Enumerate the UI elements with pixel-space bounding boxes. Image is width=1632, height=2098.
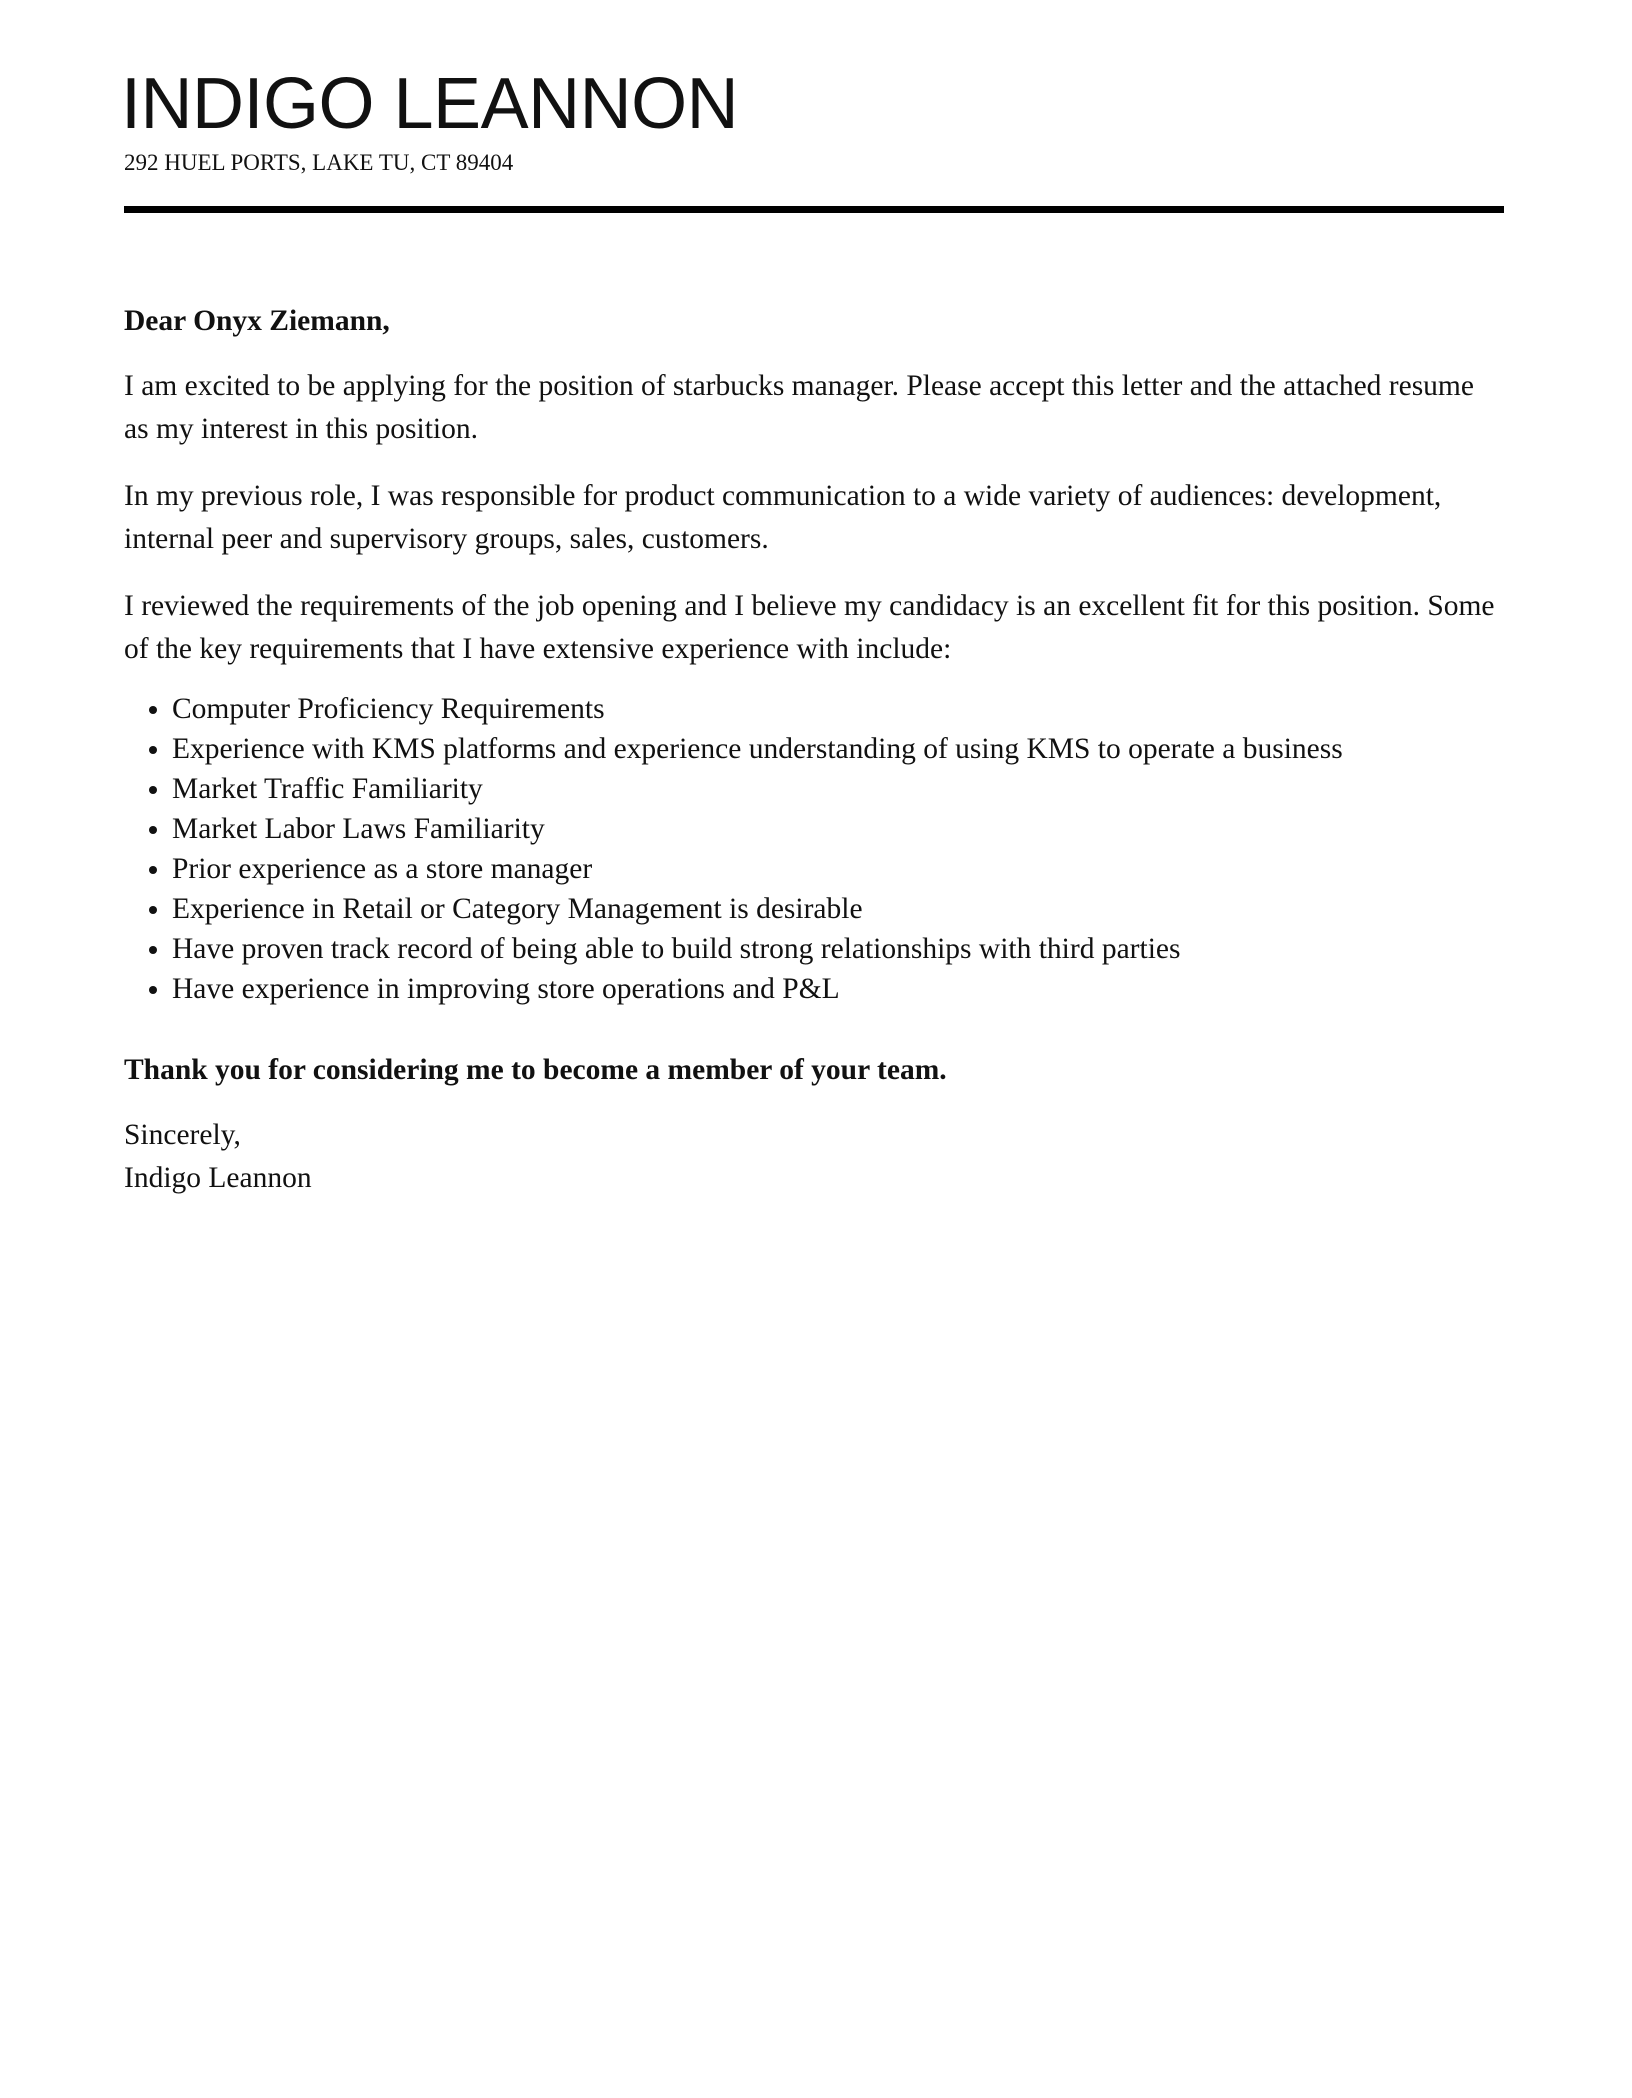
signature: Indigo Leannon [124, 1162, 312, 1194]
applicant-address: 292 HUEL PORTS, LAKE TU, CT 89404 [124, 150, 514, 175]
list-item: • Experience in Retail or Category Management is desirable [172, 889, 1504, 929]
greeting: Dear Onyx Ziemann, [124, 305, 390, 337]
list-item: • Computer Proficiency Requirements [172, 689, 1504, 729]
applicant-name: INDIGO LEANNON [121, 64, 739, 144]
sign-off: Sincerely, [124, 1119, 241, 1151]
list-item: • Market Labor Laws Familiarity [172, 809, 1504, 849]
paragraph-experience: In my previous role, I was responsible for product communication to a wide variety of audiences: development, internal peer and supervisory groups, sales, customers. [124, 480, 1442, 555]
list-item: • Market Traffic Familiarity [172, 769, 1504, 809]
list-item: • Have proven track record of being able to build strong relationships with third parties [172, 929, 1504, 969]
header-divider [124, 206, 1504, 213]
closing-statement: Thank you for considering me to become a member of your team. [124, 1054, 947, 1086]
requirements-list [124, 689, 1504, 1009]
list-item: • Have experience in improving store operations and P&L [172, 969, 1504, 1009]
list-item: • Experience with KMS platforms and experience understanding of using KMS to operate a business [172, 729, 1504, 769]
paragraph-intro: I am excited to be applying for the position of starbucks manager. Please accept this letter and the attached resume as my interest in this position. [124, 370, 1474, 445]
paragraph-requirements: I reviewed the requirements of the job opening and I believe my candidacy is an excellent fit for this position. Some of the key requirements that I have extensive experience with include: [124, 590, 1495, 665]
letter-body [124, 300, 1504, 1200]
list-item: • Prior experience as a store manager [172, 849, 1504, 889]
